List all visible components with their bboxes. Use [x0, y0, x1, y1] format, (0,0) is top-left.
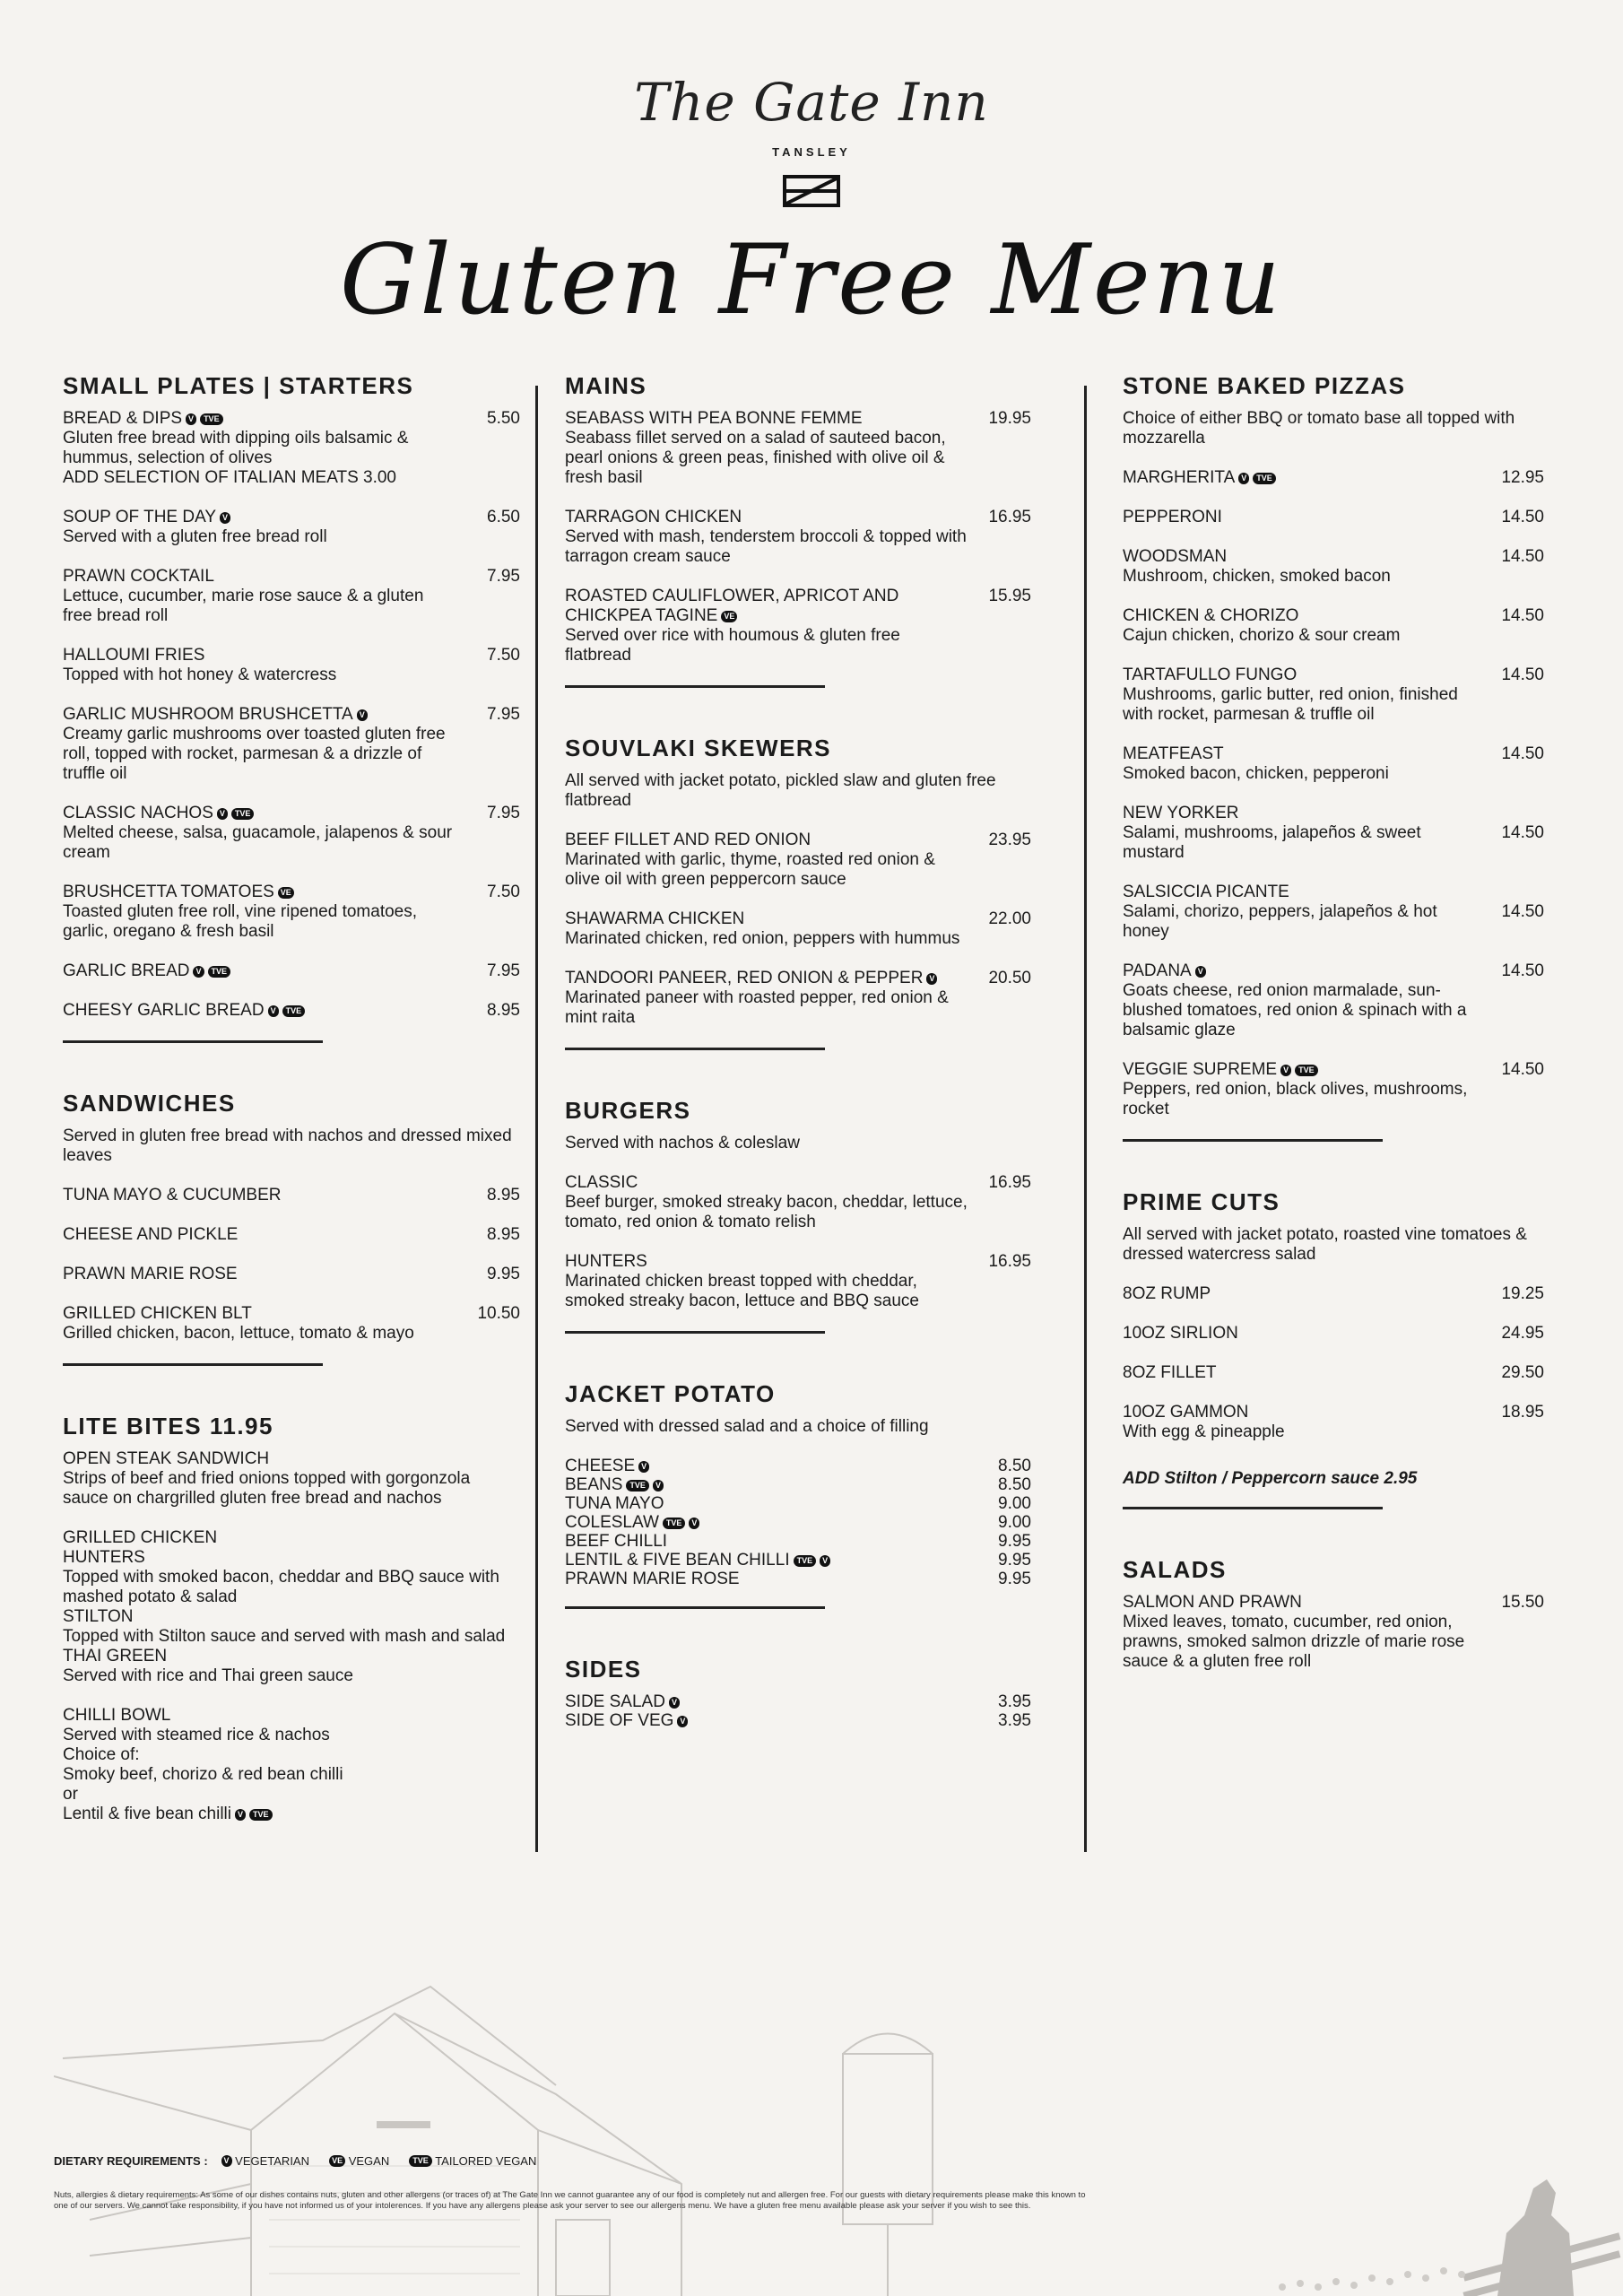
section-title-sides: SIDES — [565, 1656, 642, 1683]
item-name: 10OZ SIRLION — [1123, 1324, 1238, 1343]
vegetarian-icon: V — [653, 1480, 664, 1492]
item-name: SEABASS WITH PEA BONNE FEMME — [565, 409, 863, 428]
item-desc: Served over rice with houmous & gluten free flatbread — [565, 626, 900, 665]
item-price: 5.50 — [487, 409, 520, 428]
item-name: OPEN STEAK SANDWICH — [63, 1449, 270, 1468]
item-price: 29.50 — [1501, 1363, 1544, 1382]
item-name: SHAWARMA CHICKEN — [565, 909, 745, 928]
item-name: TUNA MAYO & CUCUMBER — [63, 1186, 282, 1205]
item-price: 22.00 — [988, 909, 1031, 928]
item-price: 3.95 — [998, 1711, 1031, 1730]
item-desc: Marinated chicken, red onion, peppers with hummus — [565, 929, 960, 948]
vegetarian-icon: V — [186, 413, 196, 425]
column-middle — [565, 372, 1031, 1730]
item-name: 8OZ FILLET — [1123, 1363, 1217, 1382]
legend-vegetarian: VEGETARIAN — [235, 2154, 309, 2168]
section-divider — [565, 685, 825, 688]
menu-item — [565, 1252, 1031, 1311]
menu-item — [63, 409, 520, 488]
tailored-vegan-icon: TVE — [794, 1555, 817, 1567]
item-name: ROASTED CAULIFLOWER, APRICOT AND CHICKPEA TAGINE — [565, 587, 899, 625]
item-name: NEW YORKER — [1123, 804, 1239, 822]
item-price: 15.50 — [1501, 1593, 1544, 1612]
tailored-vegan-icon: TVE — [626, 1480, 649, 1492]
item-name: BRUSHCETTA TOMATOES — [63, 883, 274, 901]
tailored-vegan-icon: TVE — [282, 1005, 306, 1017]
item-extra: ADD SELECTION OF ITALIAN MEATS 3.00 — [63, 468, 396, 487]
menu-title: Gluten Free Menu — [340, 224, 1283, 336]
item-name: BEEF CHILLI — [565, 1532, 668, 1551]
item-price: 8.50 — [998, 1475, 1031, 1494]
item-desc: Marinated chicken breast topped with cheddar, smoked streaky bacon, lettuce and BBQ sauce — [565, 1272, 919, 1310]
item-price: 16.95 — [988, 1173, 1031, 1192]
inn-sketch-illustration — [54, 1951, 1130, 2296]
tailored-vegan-icon: TVE — [249, 1809, 273, 1821]
section-desc: Served in gluten free bread with nachos and dressed mixed leaves — [63, 1126, 512, 1165]
legend-vegan: VEGAN — [348, 2154, 390, 2168]
item-desc: Peppers, red onion, black olives, mushrooms, rocket — [1123, 1080, 1468, 1118]
item-desc: Seabass fillet served on a salad of sauteed bacon, pearl onions & green peas, finished with olive oil & fresh basil — [565, 429, 946, 487]
menu-item — [1123, 1324, 1544, 1344]
vegetarian-icon: V — [220, 512, 230, 524]
section-title-mains: MAINS — [565, 372, 647, 399]
item-desc: Topped with hot honey & watercress — [63, 665, 337, 684]
item-price: 9.95 — [487, 1265, 520, 1283]
tailored-vegan-icon: TVE — [200, 413, 223, 425]
item-name: SALSICCIA PICANTE — [1123, 883, 1289, 901]
column-left — [63, 372, 520, 1824]
option-name: STILTON — [63, 1607, 134, 1626]
menu-item — [1123, 804, 1544, 863]
section-divider — [63, 1040, 323, 1043]
vegetarian-icon: V — [221, 2155, 232, 2167]
item-price: 6.50 — [487, 508, 520, 526]
menu-item — [1123, 508, 1544, 527]
menu-item — [63, 804, 520, 863]
horse-rider-illustration — [1264, 2161, 1623, 2296]
menu-item — [1123, 1284, 1544, 1304]
vegan-icon: VE — [721, 611, 737, 622]
section-desc: Served with nachos & coleslaw — [565, 1134, 800, 1152]
item-name: LENTIL & FIVE BEAN CHILLI — [565, 1551, 790, 1570]
item-price: 24.95 — [1501, 1324, 1544, 1343]
dietary-legend — [54, 2154, 536, 2168]
item-price: 16.95 — [988, 1252, 1031, 1271]
item-price: 14.50 — [1501, 547, 1544, 566]
item-desc: Served with mash, tenderstem broccoli & topped with tarragon cream sauce — [565, 527, 967, 566]
item-name: BREAD & DIPS — [63, 409, 183, 428]
choice-label: Choice of: — [63, 1745, 140, 1764]
menu-item — [1123, 665, 1544, 725]
option-desc: Smoky beef, chorizo & red bean chilli — [63, 1765, 343, 1784]
item-desc: Mushroom, chicken, smoked bacon — [1123, 567, 1391, 586]
section-title-prime-cuts: PRIME CUTS — [1123, 1188, 1280, 1215]
item-desc: Served with a gluten free bread roll — [63, 527, 327, 546]
item-desc: Cajun chicken, chorizo & sour cream — [1123, 626, 1401, 645]
list-item — [565, 1570, 1031, 1588]
menu-item — [565, 909, 1031, 949]
item-desc: Mixed leaves, tomato, cucumber, red onion, prawns, smoked salmon drizzle of marie rose sauce & a gluten free roll — [1123, 1613, 1465, 1671]
menu-item — [565, 1173, 1031, 1232]
tailored-vegan-icon: TVE — [208, 966, 231, 978]
item-name: GRILLED CHICKEN — [63, 1528, 218, 1547]
section-title-salads: SALADS — [1123, 1556, 1227, 1583]
item-name: CHEESE — [565, 1457, 636, 1475]
item-price: 3.95 — [998, 1692, 1031, 1711]
item-price: 14.50 — [1501, 665, 1544, 684]
section-title-jacket-potato: JACKET POTATO — [565, 1380, 776, 1407]
item-price: 23.95 — [988, 831, 1031, 849]
item-price: 16.95 — [988, 508, 1031, 526]
menu-item — [63, 1001, 520, 1021]
section-desc: Choice of either BBQ or tomato base all topped with mozzarella — [1123, 409, 1515, 448]
item-name: PRAWN MARIE ROSE — [565, 1570, 740, 1588]
section-divider — [1123, 1139, 1383, 1142]
section-desc: All served with jacket potato, pickled slaw and gluten free flatbread — [565, 771, 996, 810]
item-name: CHILLI BOWL — [63, 1706, 171, 1725]
section-divider — [565, 1606, 825, 1609]
item-name: PRAWN MARIE ROSE — [63, 1265, 238, 1283]
menu-item — [565, 587, 1031, 665]
item-name: WOODSMAN — [1123, 547, 1228, 566]
option-name: HUNTERS — [63, 1548, 145, 1567]
option-desc: Topped with smoked bacon, cheddar and BBQ sauce with mashed potato & salad — [63, 1568, 499, 1606]
option-desc: Topped with Stilton sauce and served with mash and salad — [63, 1627, 506, 1646]
menu-item — [1123, 744, 1544, 784]
item-desc: Beef burger, smoked streaky bacon, cheddar, lettuce, tomato, red onion & tomato relish — [565, 1193, 968, 1231]
logo-location: TANSLEY — [772, 145, 851, 159]
item-name: TANDOORI PANEER, RED ONION & PEPPER — [565, 969, 924, 987]
item-name: 8OZ RUMP — [1123, 1284, 1211, 1303]
item-name: CHEESE AND PICKLE — [63, 1225, 239, 1244]
item-price: 7.50 — [487, 646, 520, 665]
item-desc: Grilled chicken, bacon, lettuce, tomato & mayo — [63, 1324, 414, 1343]
item-desc: Marinated with garlic, thyme, roasted red onion & olive oil with green peppercorn sauce — [565, 850, 935, 889]
column-divider-2 — [1084, 386, 1087, 1852]
menu-item — [63, 1225, 520, 1245]
option-desc: Served with rice and Thai green sauce — [63, 1666, 353, 1685]
menu-item — [1123, 1363, 1544, 1383]
tailored-vegan-icon: TVE — [1295, 1065, 1318, 1076]
item-desc: Mushrooms, garlic butter, red onion, finished with rocket, parmesan & truffle oil — [1123, 685, 1458, 724]
item-name: CLASSIC — [565, 1173, 638, 1192]
section-divider — [1123, 1507, 1383, 1509]
item-name: TARRAGON CHICKEN — [565, 508, 742, 526]
item-price: 7.95 — [487, 705, 520, 724]
item-name: SALMON AND PRAWN — [1123, 1593, 1302, 1612]
menu-item — [565, 508, 1031, 567]
vegetarian-icon: V — [1238, 473, 1249, 484]
item-name: GRILLED CHICKEN BLT — [63, 1304, 252, 1323]
allergen-notice: Nuts, allergies & dietary requirements: As some of our dishes contains nuts, gluten and other allergens (or traces of) at The Gate Inn we cannot guarantee any of our food is completely nut and allergen free. For our guests with dietary requirements please make this known to one of our servers. We cannot take responsibility, if you have not informed us of your intolerences. If you have any allergens please ask your server to see our allergens menu. We have a gluten free menu available please ask your server if you wish to see this. — [54, 2190, 1086, 2211]
vegetarian-icon: V — [926, 973, 937, 985]
item-price: 9.95 — [998, 1570, 1031, 1588]
section-title-burgers: BURGERS — [565, 1097, 691, 1124]
vegetarian-icon: V — [1280, 1065, 1291, 1076]
item-desc: Lettuce, cucumber, marie rose sauce & a gluten free bread roll — [63, 587, 424, 625]
item-name: TARTAFULLO FUNGO — [1123, 665, 1298, 684]
item-price: 20.50 — [988, 969, 1031, 987]
menu-item — [63, 1186, 520, 1205]
item-price: 18.95 — [1501, 1403, 1544, 1422]
vegetarian-icon: V — [1195, 966, 1206, 978]
item-name: VEGGIE SUPREME — [1123, 1060, 1278, 1079]
vegetarian-icon: V — [820, 1555, 830, 1567]
logo-name: The Gate Inn — [634, 72, 989, 133]
list-item — [565, 1692, 1031, 1711]
list-item — [565, 1711, 1031, 1730]
menu-item — [63, 883, 520, 942]
item-price: 8.95 — [487, 1186, 520, 1205]
item-desc: Strips of beef and fried onions topped with gorgonzola sauce on chargrilled gluten free bread and nachos — [63, 1469, 471, 1508]
item-name: SOUP OF THE DAY — [63, 508, 217, 526]
menu-item — [63, 567, 520, 626]
item-name: SIDE SALAD — [565, 1692, 665, 1711]
item-name: CHEESY GARLIC BREAD — [63, 1001, 265, 1020]
item-name: CHICKEN & CHORIZO — [1123, 606, 1299, 625]
menu-item — [63, 508, 520, 547]
section-divider — [63, 1363, 323, 1366]
list-item — [565, 1513, 1031, 1532]
item-price: 14.50 — [1501, 606, 1544, 625]
item-price: 8.95 — [487, 1225, 520, 1244]
menu-item — [565, 969, 1031, 1028]
menu-item — [63, 646, 520, 685]
item-price: 14.50 — [1501, 961, 1544, 980]
section-title-lite-bites: LITE BITES 11.95 — [63, 1413, 273, 1439]
section-title-sandwiches: SANDWICHES — [63, 1090, 236, 1117]
section-divider — [565, 1048, 825, 1050]
jacket-list — [565, 1457, 1031, 1588]
item-desc: Goats cheese, red onion marmalade, sun-blushed tomatoes, red onion & spinach with a balsamic glaze — [1123, 981, 1467, 1039]
vegetarian-icon: V — [193, 966, 204, 978]
item-name: MEATFEAST — [1123, 744, 1224, 763]
item-desc: Salami, mushrooms, jalapeños & sweet mustard — [1123, 823, 1421, 862]
vegetarian-icon: V — [689, 1518, 699, 1529]
list-item — [565, 1475, 1031, 1494]
section-desc: All served with jacket potato, roasted vine tomatoes & dressed watercress salad — [1123, 1225, 1527, 1264]
item-desc: Creamy garlic mushrooms over toasted gluten free roll, topped with rocket, parmesan & a drizzle of truffle oil — [63, 725, 446, 783]
column-right — [1123, 372, 1544, 1692]
section-title-starters: SMALL PLATES | STARTERS — [63, 372, 414, 399]
item-name: CLASSIC NACHOS — [63, 804, 213, 822]
item-name: PADANA — [1123, 961, 1192, 980]
logo — [0, 72, 1623, 212]
vegetarian-icon: V — [669, 1697, 680, 1709]
item-price: 14.50 — [1501, 902, 1544, 921]
item-name: PEPPERONI — [1123, 508, 1222, 526]
vegetarian-icon: V — [235, 1809, 246, 1821]
column-divider-1 — [535, 386, 538, 1852]
menu-item — [63, 705, 520, 784]
item-desc: Melted cheese, salsa, guacamole, jalapenos & sour cream — [63, 823, 453, 862]
item-price: 7.95 — [487, 567, 520, 586]
menu-item — [1123, 1593, 1544, 1672]
item-price: 9.95 — [998, 1532, 1031, 1551]
item-desc: Served with steamed rice & nachos — [63, 1726, 330, 1744]
item-name: HUNTERS — [565, 1252, 647, 1271]
vegan-icon: VE — [329, 2155, 345, 2167]
item-name: SIDE OF VEG — [565, 1711, 674, 1730]
item-name: BEEF FILLET AND RED ONION — [565, 831, 812, 849]
item-price: 9.95 — [998, 1551, 1031, 1570]
vegetarian-icon: V — [677, 1716, 688, 1727]
item-name: TUNA MAYO — [565, 1494, 664, 1513]
add-sauce-note: ADD Stilton / Peppercorn sauce 2.95 — [1123, 1469, 1418, 1488]
legend-tailored-vegan: TAILORED VEGAN — [435, 2154, 537, 2168]
item-price: 9.00 — [998, 1513, 1031, 1532]
lite-bites-block — [63, 1449, 520, 1824]
vegetarian-icon: V — [217, 808, 228, 820]
item-price: 8.95 — [487, 1001, 520, 1020]
gate-icon — [783, 175, 840, 207]
item-name: PRAWN COCKTAIL — [63, 567, 214, 586]
item-desc: Smoked bacon, chicken, pepperoni — [1123, 764, 1389, 783]
item-price: 19.95 — [988, 409, 1031, 428]
section-title-pizzas: STONE BAKED PIZZAS — [1123, 372, 1406, 399]
list-item — [565, 1551, 1031, 1570]
item-price: 7.95 — [487, 961, 520, 980]
item-price: 7.95 — [487, 804, 520, 822]
section-desc: Served with dressed salad and a choice of filling — [565, 1417, 929, 1436]
item-name: GARLIC MUSHROOM BRUSHCETTA — [63, 705, 353, 724]
item-name: MARGHERITA — [1123, 468, 1236, 487]
item-price: 19.25 — [1501, 1284, 1544, 1303]
list-item — [565, 1532, 1031, 1551]
item-name: GARLIC BREAD — [63, 961, 190, 980]
item-name: HALLOUMI FRIES — [63, 646, 205, 665]
item-name: 10OZ GAMMON — [1123, 1403, 1249, 1422]
item-desc: Toasted gluten free roll, vine ripened tomatoes, garlic, oregano & fresh basil — [63, 902, 418, 941]
menu-item — [565, 409, 1031, 488]
menu-item — [1123, 961, 1544, 1040]
menu-item — [63, 961, 520, 981]
menu-item — [1123, 883, 1544, 942]
list-item — [565, 1457, 1031, 1475]
item-price: 12.95 — [1501, 468, 1544, 487]
item-name: COLESLAW — [565, 1513, 659, 1532]
item-desc: Salami, chorizo, peppers, jalapeños & hot honey — [1123, 902, 1437, 941]
item-price: 14.50 — [1501, 823, 1544, 842]
item-price: 14.50 — [1501, 1060, 1544, 1079]
item-price: 10.50 — [477, 1304, 520, 1323]
list-item — [565, 1494, 1031, 1513]
item-price: 14.50 — [1501, 508, 1544, 526]
or-label: or — [63, 1785, 78, 1804]
vegetarian-icon: V — [268, 1005, 279, 1017]
dietary-label: DIETARY REQUIREMENTS : — [54, 2154, 208, 2168]
menu-item — [63, 1304, 520, 1344]
menu-item — [1123, 547, 1544, 587]
option-name: THAI GREEN — [63, 1647, 168, 1665]
vegan-icon: VE — [278, 887, 294, 899]
vegetarian-icon: V — [638, 1461, 649, 1473]
item-price: 8.50 — [998, 1457, 1031, 1475]
menu-item — [1123, 468, 1544, 488]
menu-item — [1123, 1403, 1544, 1442]
tailored-vegan-icon: TVE — [1253, 473, 1276, 484]
menu-item — [63, 1265, 520, 1284]
item-price: 15.95 — [988, 587, 1031, 605]
menu-item — [565, 831, 1031, 890]
item-desc: Marinated paneer with roasted pepper, red onion & mint raita — [565, 988, 949, 1027]
item-name: BEANS — [565, 1475, 623, 1494]
item-desc: Gluten free bread with dipping oils balsamic & hummus, selection of olives — [63, 429, 409, 467]
item-price: 14.50 — [1501, 744, 1544, 763]
item-price: 9.00 — [998, 1494, 1031, 1513]
item-desc: With egg & pineapple — [1123, 1422, 1285, 1441]
section-title-souvlaki: SOUVLAKI SKEWERS — [565, 735, 832, 761]
tailored-vegan-icon: TVE — [409, 2155, 432, 2167]
menu-item — [1123, 606, 1544, 646]
section-divider — [565, 1331, 825, 1334]
tailored-vegan-icon: TVE — [231, 808, 255, 820]
item-price: 7.50 — [487, 883, 520, 901]
vegetarian-icon: V — [357, 709, 368, 721]
option-desc: Lentil & five bean chilli — [63, 1805, 231, 1823]
tailored-vegan-icon: TVE — [663, 1518, 686, 1529]
menu-item — [1123, 1060, 1544, 1119]
